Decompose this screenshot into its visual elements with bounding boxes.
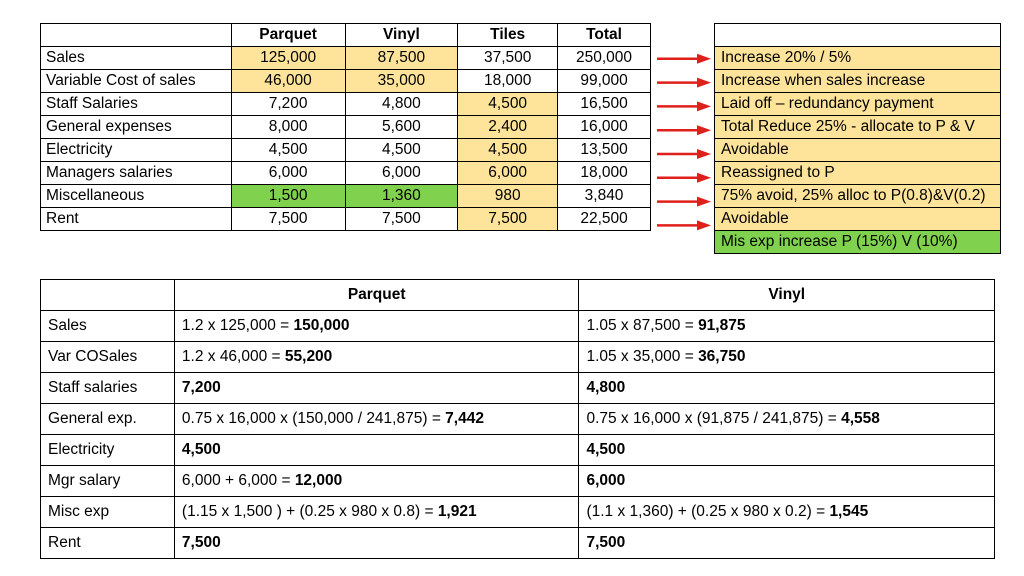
vinyl-calc-cell [579, 435, 995, 466]
cell: 4,500 [458, 139, 558, 162]
cell: 87,500 [345, 47, 458, 70]
cost-table [40, 23, 651, 231]
cell: 37,500 [458, 47, 558, 70]
calc-expression: (1.15 x 1,500 ) + (0.25 x 980 x 0.8) = [181, 503, 438, 520]
calc-result: 4,800 [586, 379, 626, 396]
calc-result: 55,200 [284, 348, 333, 365]
table-row [41, 497, 995, 528]
calc-result: 7,200 [181, 379, 221, 396]
parquet-calc-cell [174, 466, 579, 497]
calc-header-blank [41, 280, 175, 311]
header-total: Total [558, 24, 651, 47]
cell: 1,360 [345, 185, 458, 208]
cost-table-header [41, 24, 651, 47]
row-label: Variable Cost of sales [41, 70, 232, 93]
vinyl-calc-cell [579, 466, 995, 497]
arrows [655, 23, 713, 243]
table-row [41, 208, 651, 231]
arrow-right-icon [697, 220, 711, 230]
table-row [41, 185, 651, 208]
vinyl-calc-cell [579, 404, 995, 435]
calc-expression: 1.2 x 46,000 = [181, 348, 285, 365]
row-label: Managers salaries [41, 162, 232, 185]
cell: 8,000 [231, 116, 345, 139]
cell: 18,000 [558, 162, 651, 185]
parquet-calc-cell [174, 528, 579, 559]
note-item: Mis exp increase P (15%) V (10%) [715, 231, 1001, 254]
arrow-right-icon [697, 149, 711, 159]
row-label: Staff salaries [41, 373, 175, 404]
arrow-right-icon [697, 125, 711, 135]
arrow-right-icon [697, 197, 711, 207]
note-item: 75% avoid, 25% alloc to P(0.8)&V(0.2) [715, 185, 1001, 208]
row-label: Rent [41, 208, 232, 231]
calc-expression: 0.75 x 16,000 x (91,875 / 241,875) = [586, 410, 842, 427]
vinyl-calc-cell [579, 373, 995, 404]
arrow-right-icon [697, 101, 711, 111]
calc-result: 7,500 [586, 534, 626, 551]
table-row [41, 47, 651, 70]
calc-result: 4,500 [181, 441, 221, 458]
parquet-calc-cell [174, 311, 579, 342]
arrow-right-icon [697, 54, 711, 64]
parquet-calc-cell [174, 435, 579, 466]
note-item: Reassigned to P [715, 162, 1001, 185]
cell: 2,400 [458, 116, 558, 139]
row-label: Rent [41, 528, 175, 559]
table-row [41, 116, 651, 139]
notes-table [714, 23, 1001, 254]
cell: 1,500 [231, 185, 345, 208]
table-row [41, 93, 651, 116]
cell: 99,000 [558, 70, 651, 93]
row-label: General expenses [41, 116, 232, 139]
notes-header-blank [715, 24, 1001, 47]
parquet-calc-cell [174, 497, 579, 528]
calc-result: 1,921 [437, 503, 477, 520]
header-tiles: Tiles [458, 24, 558, 47]
cell: 5,600 [345, 116, 458, 139]
row-label: Sales [41, 47, 232, 70]
vinyl-calc-cell [579, 528, 995, 559]
parquet-calc-cell [174, 404, 579, 435]
note-item: Increase 20% / 5% [715, 47, 1001, 70]
cell: 18,000 [458, 70, 558, 93]
calc-result: 91,875 [698, 317, 746, 334]
table-row [41, 162, 651, 185]
parquet-calc-cell [174, 342, 579, 373]
table-row [41, 139, 651, 162]
cell: 16,000 [558, 116, 651, 139]
calc-expression: 6,000 + 6,000 = [181, 472, 295, 489]
calc-header-vinyl: Vinyl [579, 280, 995, 311]
table-row [41, 404, 995, 435]
header-parquet: Parquet [231, 24, 345, 47]
table-row [41, 373, 995, 404]
header-vinyl: Vinyl [345, 24, 458, 47]
cell: 3,840 [558, 185, 651, 208]
cell: 35,000 [345, 70, 458, 93]
row-label: Sales [41, 311, 175, 342]
cell: 6,000 [345, 162, 458, 185]
cell: 250,000 [558, 47, 651, 70]
calc-expression: 0.75 x 16,000 x (150,000 / 241,875) = [181, 410, 446, 427]
cell: 7,500 [231, 208, 345, 231]
row-label: Staff Salaries [41, 93, 232, 116]
row-label: Mgr salary [41, 466, 175, 497]
cell: 4,500 [458, 93, 558, 116]
note-item: Laid off – redundancy payment [715, 93, 1001, 116]
cell: 4,500 [345, 139, 458, 162]
parquet-calc-cell [174, 373, 579, 404]
table-row [41, 70, 651, 93]
table-row [41, 342, 995, 373]
calc-header-parquet: Parquet [174, 280, 579, 311]
note-item: Increase when sales increase [715, 70, 1001, 93]
table-row [41, 311, 995, 342]
cell: 22,500 [558, 208, 651, 231]
cell: 4,800 [345, 93, 458, 116]
cell: 13,500 [558, 139, 651, 162]
arrow-right-icon [697, 173, 711, 183]
calc-result: 7,500 [181, 534, 221, 551]
calc-result: 6,000 [586, 472, 626, 489]
cell: 46,000 [231, 70, 345, 93]
vinyl-calc-cell [579, 342, 995, 373]
cell: 16,500 [558, 93, 651, 116]
note-item: Avoidable [715, 208, 1001, 231]
note-item: Total Reduce 25% - allocate to P & V [715, 116, 1001, 139]
cell: 6,000 [231, 162, 345, 185]
table-row [41, 528, 995, 559]
calc-result: 12,000 [294, 472, 343, 489]
calc-table-header [41, 280, 995, 311]
cell: 125,000 [231, 47, 345, 70]
row-label: Electricity [41, 139, 232, 162]
calc-result: 150,000 [293, 317, 350, 334]
calc-result: 36,750 [698, 348, 746, 365]
calc-expression: 1.05 x 35,000 = [586, 348, 699, 365]
vinyl-calc-cell [579, 311, 995, 342]
row-label: Miscellaneous [41, 185, 232, 208]
header-blank [41, 24, 232, 47]
row-label: Electricity [41, 435, 175, 466]
calc-table [40, 279, 995, 559]
note-item: Avoidable [715, 139, 1001, 162]
calc-result: 7,442 [445, 410, 484, 427]
cell: 6,000 [458, 162, 558, 185]
calc-result: 4,558 [841, 410, 880, 427]
cell: 7,500 [345, 208, 458, 231]
cell: 4,500 [231, 139, 345, 162]
cell: 7,500 [458, 208, 558, 231]
cell: 7,200 [231, 93, 345, 116]
cell: 980 [458, 185, 558, 208]
table-row [41, 435, 995, 466]
row-label: Misc exp [41, 497, 175, 528]
vinyl-calc-cell [579, 497, 995, 528]
arrow-right-icon [697, 78, 711, 88]
calc-result: 4,500 [586, 441, 626, 458]
calc-expression: 1.2 x 125,000 = [181, 317, 294, 334]
table-row [41, 466, 995, 497]
row-label: General exp. [41, 404, 175, 435]
calc-result: 1,545 [829, 503, 869, 520]
row-label: Var COSales [41, 342, 175, 373]
calc-expression: (1.1 x 1,360) + (0.25 x 980 x 0.2) = [586, 503, 830, 520]
calc-expression: 1.05 x 87,500 = [586, 317, 699, 334]
